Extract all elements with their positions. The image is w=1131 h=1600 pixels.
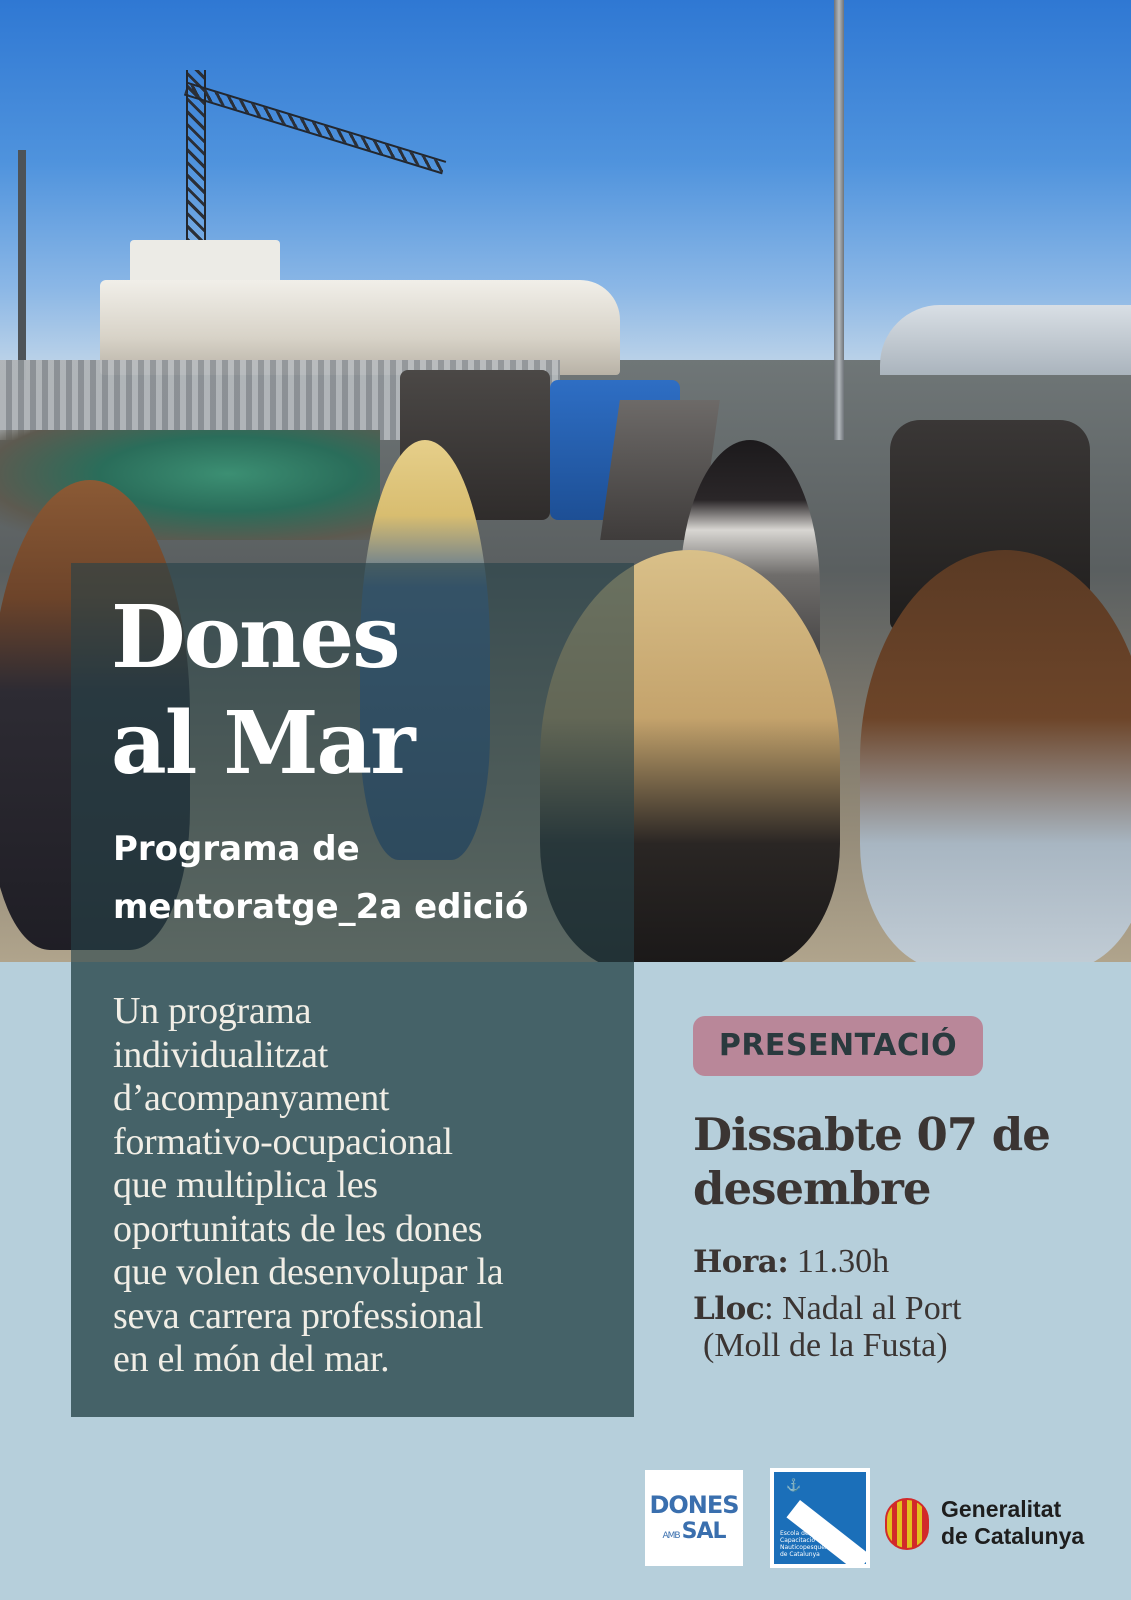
- location-label: Lloc: [693, 1291, 765, 1327]
- person-back-right: [860, 550, 1131, 962]
- location-value: : Nadal al Port: [764, 1290, 962, 1327]
- description-line: que volen desenvolupar la: [113, 1251, 504, 1293]
- description-line: en el món del mar.: [113, 1338, 390, 1380]
- date-line-2: desembre: [693, 1162, 931, 1215]
- description-line: d’acompanyament: [113, 1077, 390, 1119]
- anchor-icon: ⚓: [786, 1478, 801, 1492]
- light-pole: [834, 0, 844, 440]
- logo-sal-text: SAL: [681, 1519, 726, 1544]
- gen-line-1: Generalitat: [941, 1496, 1062, 1522]
- subtitle-line-1: Programa de: [113, 829, 360, 869]
- senyera-icon: [885, 1498, 929, 1550]
- description-line: formativo-ocupacional: [113, 1120, 453, 1163]
- escola-nauticopesquera-logo: [770, 1468, 870, 1568]
- event-location: [693, 1290, 961, 1328]
- title-line-2: al Mar: [111, 693, 414, 794]
- poster-subtitle: [113, 820, 613, 936]
- logo-amb-word: AMB: [662, 1531, 680, 1541]
- description-line: seva carrera professional: [113, 1294, 484, 1337]
- logo-sal-word: [645, 1520, 743, 1548]
- generalitat-logo: [885, 1494, 1125, 1554]
- description-line: individualitzat: [113, 1033, 329, 1076]
- program-description: [113, 990, 613, 1382]
- escola-logo-text: Escola de Capacitació Nauticopesquera de Catalunya: [780, 1530, 832, 1558]
- description-line: Un programa: [113, 990, 312, 1032]
- subtitle-line-2: mentoratge_2a edició: [113, 887, 529, 927]
- event-time: [693, 1243, 889, 1281]
- description-line: que multiplica les: [113, 1164, 378, 1206]
- lamp-post: [18, 150, 26, 380]
- terminal-building: [880, 305, 1131, 375]
- description-line: oportunitats de les dones: [113, 1207, 483, 1250]
- time-label: Hora:: [693, 1244, 789, 1280]
- logo-dones-word: DONES: [649, 1491, 739, 1519]
- presentation-badge: PRESENTACIÓ: [693, 1016, 983, 1076]
- generalitat-wordmark: [941, 1496, 1084, 1550]
- gen-line-2: de Catalunya: [941, 1523, 1085, 1549]
- event-location-detail: (Moll de la Fusta): [703, 1327, 948, 1364]
- poster-title: [111, 585, 591, 797]
- event-date: [693, 1108, 1113, 1216]
- date-line-1: Dissabte 07 de: [693, 1108, 1050, 1161]
- dones-amb-sal-logo: [645, 1470, 743, 1566]
- time-value: 11.30h: [788, 1243, 890, 1280]
- escola-logo-field: [774, 1472, 866, 1564]
- title-line-1: Dones: [111, 587, 399, 688]
